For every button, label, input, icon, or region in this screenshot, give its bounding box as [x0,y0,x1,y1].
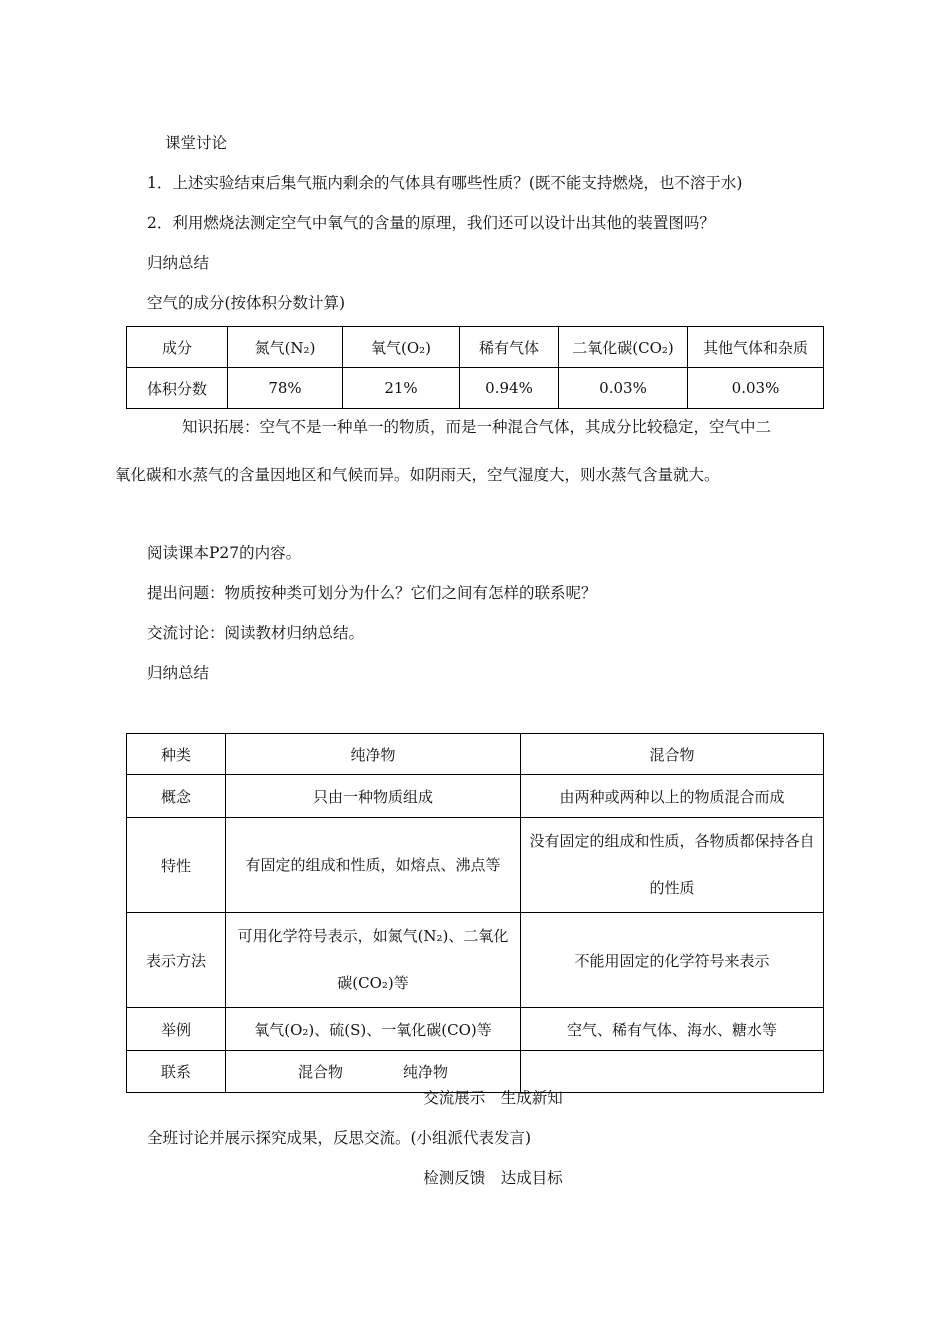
check-title: 检测反馈 达成目标 [423,1169,563,1187]
table-header-cell: 氮气(N₂) [228,327,343,368]
table-row [127,818,824,913]
table-row [127,327,824,368]
knowledge-expansion-line-2: 氧化碳和水蒸气的含量因地区和气候而异。如阴雨天，空气湿度大，则水蒸气含量就大。 [115,466,720,484]
table-row [127,775,824,818]
table-row [127,913,824,1008]
table-header-cell: 稀有气体 [460,327,559,368]
raise-question-text: 提出问题：物质按种类可划分为什么？它们之间有怎样的联系呢？ [147,584,597,602]
table-header-cell: 种类 [127,734,226,775]
air-table-caption: 空气的成分(按体积分数计算) [147,294,346,312]
table-cell: 概念 [127,775,226,818]
matter-classification-table [126,733,824,1093]
table-header-cell: 其他气体和杂质 [688,327,824,368]
question-2: 2．利用燃烧法测定空气中氧气的含量的原理，我们还可以设计出其他的装置图吗？ [147,214,715,232]
summary-heading-1: 归纳总结 [147,254,210,272]
table-header-cell: 纯净物 [226,734,521,775]
table-row [127,368,824,409]
table-cell: 0.03% [688,368,824,409]
table-cell: 21% [343,368,460,409]
table-cell: 氧气(O₂)、硫(S)、一氧化碳(CO)等 [226,1008,521,1051]
table-cell: 体积分数 [127,368,228,409]
read-textbook-text: 阅读课本P27的内容。 [147,544,302,562]
exchange-text: 全班讨论并展示探究成果，反思交流。(小组派代表发言) [147,1129,532,1147]
question-1: 1．上述实验结束后集气瓶内剩余的气体具有哪些性质？(既不能支持燃烧，也不溶于水) [147,174,743,192]
table-cell: 没有固定的组成和性质，各物质都保持各自的性质 [521,818,824,913]
air-composition-table [126,326,824,409]
table-cell: 由两种或两种以上的物质混合而成 [521,775,824,818]
table-cell: 举例 [127,1008,226,1051]
discussion-text: 交流讨论：阅读教材归纳总结。 [147,624,365,642]
table-cell: 可用化学符号表示，如氮气(N₂)、二氧化碳(CO₂)等 [226,913,521,1008]
table-cell: 表示方法 [127,913,226,1008]
table-cell: 0.03% [559,368,688,409]
table-cell: 混合物 纯净物 [226,1051,521,1093]
table-cell: 特性 [127,818,226,913]
heading-class-discussion: 课堂讨论 [165,134,228,152]
table-cell: 有固定的组成和性质，如熔点、沸点等 [226,818,521,913]
table-header-cell: 氧气(O₂) [343,327,460,368]
table-row [127,1008,824,1051]
table-header-cell: 混合物 [521,734,824,775]
table-row [127,734,824,775]
table-header-cell: 二氧化碳(CO₂) [559,327,688,368]
table-cell: 0.94% [460,368,559,409]
table-cell: 不能用固定的化学符号来表示 [521,913,824,1008]
summary-heading-2: 归纳总结 [147,664,210,682]
table-header-cell: 成分 [127,327,228,368]
table-cell: 联系 [127,1051,226,1093]
exchange-title: 交流展示 生成新知 [423,1089,563,1107]
table-cell: 只由一种物质组成 [226,775,521,818]
knowledge-expansion-line-1: 知识拓展：空气不是一种单一的物质，而是一种混合气体，其成分比较稳定，空气中二 [182,418,772,436]
table-cell: 空气、稀有气体、海水、糖水等 [521,1008,824,1051]
table-cell: 78% [228,368,343,409]
